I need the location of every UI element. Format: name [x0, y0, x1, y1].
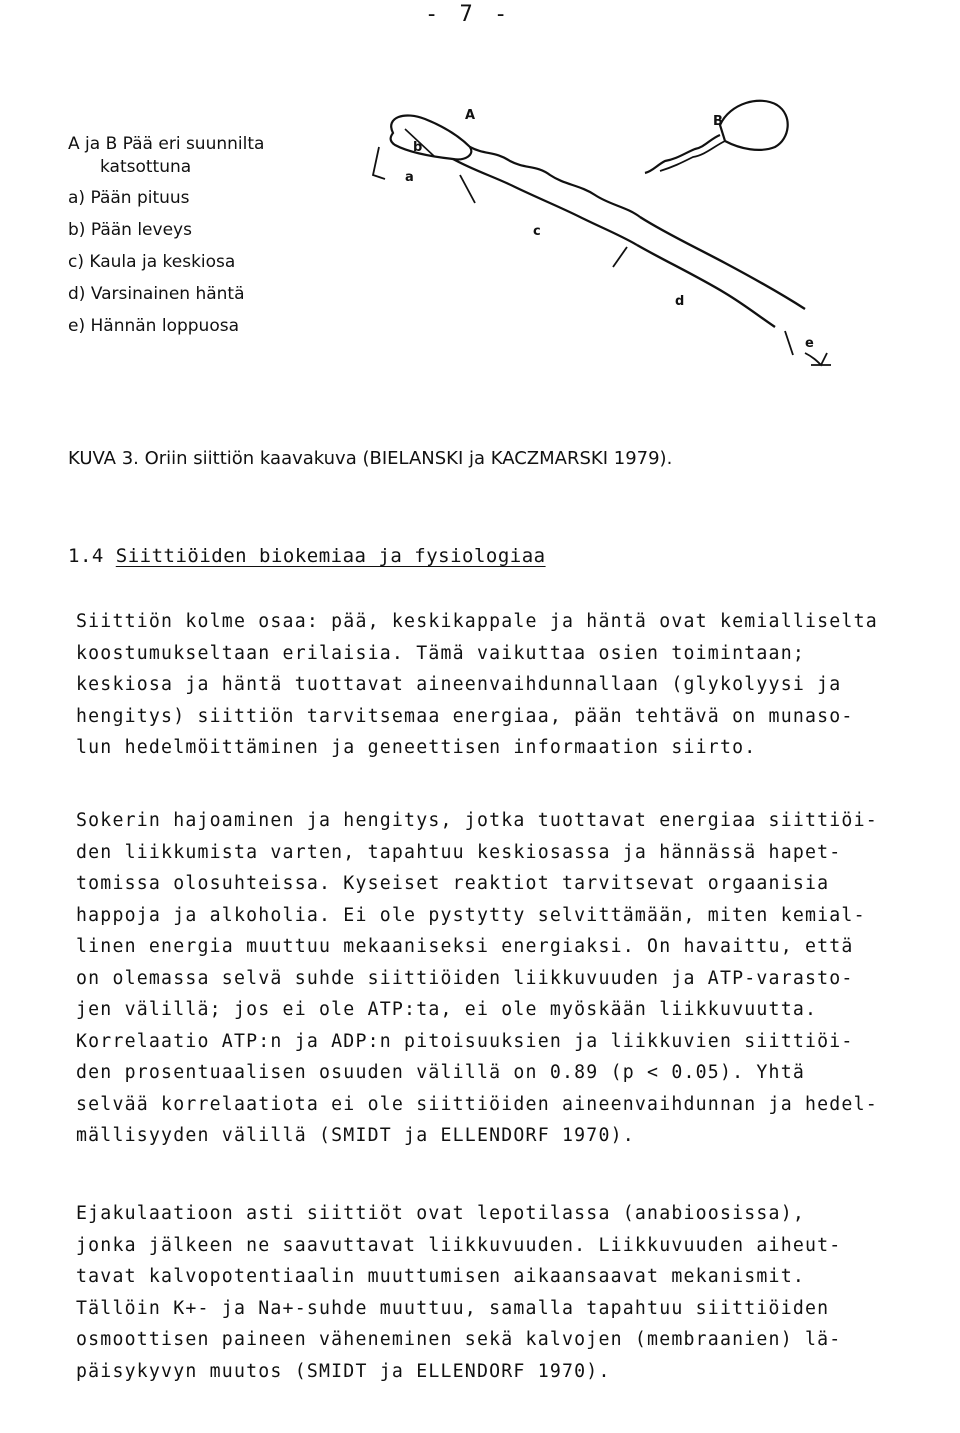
label-d: d	[675, 294, 685, 309]
text-line: jen välillä; jos ei ole ATP:ta, ei ole myöskään liikkuvuutta.	[76, 999, 818, 1020]
midpiece-marker	[613, 247, 627, 267]
section-heading	[68, 545, 546, 567]
text-line: hengitys) siittiön tarvitsemaa energiaa, pään tehtävä on munaso-	[76, 705, 854, 727]
text-line: päisykyvyn muutos (SMIDT ja ELLENDORF 1970).	[76, 1360, 611, 1382]
sperm-a-midpiece	[470, 147, 640, 217]
text-line: den prosentuaalisen osuuden välillä on 0.89 (p < 0.05). Yhtä	[76, 1062, 805, 1083]
label-a: a	[405, 170, 414, 185]
legend-item: katsottuna	[100, 157, 192, 177]
label-A: A	[465, 108, 476, 123]
text-line: tavat kalvopotentiaalin muuttumisen aikaansaavat mekanismit.	[76, 1266, 805, 1287]
paragraph-1	[76, 606, 878, 764]
text-line: tomissa olosuhteissa. Kyseiset reaktiot tarvitsevat orgaanisia	[76, 873, 830, 894]
neck-marker	[460, 175, 475, 203]
text-line: selvää korrelaatiota ei ole siittiöiden aineenvaihdunnan ja hedel-	[76, 1093, 878, 1115]
sperm-diagram	[365, 95, 845, 395]
paragraph-2	[76, 805, 878, 1152]
text-line: jonka jälkeen ne saavuttavat liikkuvuuden. Liikkuvuuden aiheut-	[76, 1234, 842, 1256]
text-line: lun hedelmöittäminen ja geneettisen informaation siirto.	[76, 737, 757, 758]
text-line: osmoottisen paineen väheneminen sekä kalvojen (membraanien) lä-	[76, 1329, 842, 1350]
text-line: keskiosa ja häntä tuottavat aineenvaihdunnallaan (glykolyysi ja	[76, 674, 842, 695]
legend-item: b) Pään leveys	[68, 220, 192, 240]
sperm-b-tail-lower	[660, 141, 725, 171]
sperm-b-head	[720, 101, 788, 150]
text-line: mällisyyden välillä (SMIDT ja ELLENDORF 1970).	[76, 1125, 635, 1146]
sperm-a-tail-lower	[637, 245, 775, 327]
legend-item: d) Varsinainen häntä	[68, 284, 245, 304]
label-c: c	[533, 224, 541, 239]
label-b: b	[413, 140, 423, 155]
legend-item: c) Kaula ja keskiosa	[68, 252, 236, 272]
figure-legend	[68, 128, 264, 342]
section-number: 1.4	[68, 545, 104, 567]
text-line: Siittiön kolme osaa: pää, keskikappale ja häntä ovat kemialliselta	[76, 611, 878, 632]
text-line: on olemassa selvä suhde siittiöiden liikkuvuuden ja ATP-varasto-	[76, 967, 854, 989]
text-line: happoja ja alkoholia. Ei ole pystytty selvittämään, miten kemial-	[76, 904, 866, 926]
tail-end-marker	[785, 331, 793, 355]
bracket-l	[373, 147, 385, 179]
tail-end	[805, 353, 831, 365]
text-line: Sokerin hajoaminen ja hengitys, jotka tuottavat energiaa siittiöi-	[76, 810, 878, 831]
text-line: Korrelaatio ATP:n ja ADP:n pitoisuuksien ja liikkuvien siittiöi-	[76, 1030, 854, 1052]
text-line: Tällöin K+- ja Na+-suhde muuttuu, samalla tapahtuu siittiöiden	[76, 1297, 830, 1319]
text-line: linen energia muuttuu mekaaniseksi energiaksi. On havaittu, että	[76, 936, 854, 957]
figure-caption: KUVA 3. Oriin siittiön kaavakuva (BIELANSKI ja KACZMARSKI 1979).	[68, 448, 673, 469]
section-title: Siittiöiden biokemiaa ja fysiologiaa	[115, 545, 546, 567]
text-line: Ejakulaatioon asti siittiöt ovat lepotilassa (anabioosissa),	[76, 1203, 805, 1224]
legend-item: e) Hännän loppuosa	[68, 316, 239, 336]
sperm-b-tail	[645, 135, 720, 173]
page-number: - 7 -	[425, 2, 512, 27]
paragraph-3	[76, 1198, 841, 1387]
text-line: koostumukseltaan erilaisia. Tämä vaikuttaa osien toimintaan;	[76, 642, 805, 664]
legend-item: a) Pään pituus	[68, 188, 190, 208]
sperm-a-tail	[640, 217, 805, 309]
label-B: B	[713, 114, 723, 129]
legend-item: A ja B Pää eri suunnilta	[68, 134, 265, 154]
text-line: den liikkumista varten, tapahtuu keskiosassa ja hännässä hapet-	[76, 841, 842, 863]
label-e: e	[805, 336, 814, 351]
